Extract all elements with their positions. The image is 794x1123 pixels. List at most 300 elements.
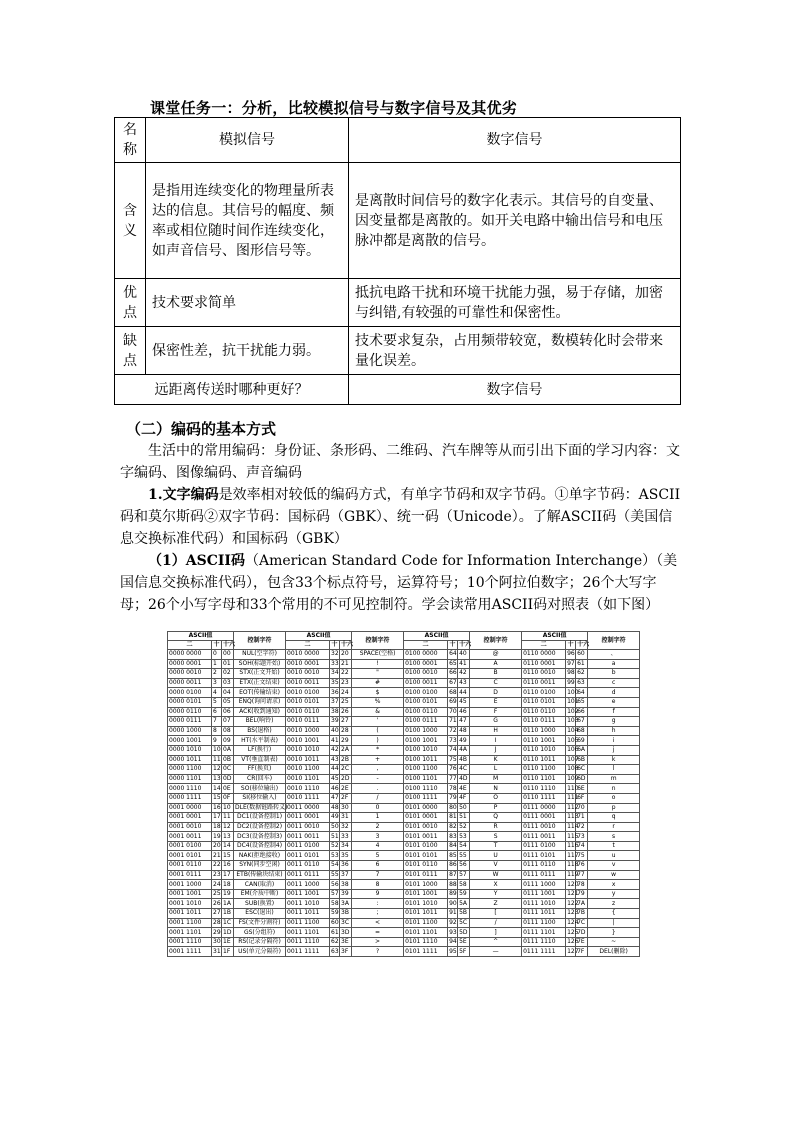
ascii-char: H [470,726,522,736]
ascii-decimal: 26 [213,899,221,907]
ascii-decimal: 122 [567,899,579,907]
ascii-table-image [167,631,635,977]
ascii-row [168,937,640,947]
ascii-hex: 08 [222,726,234,736]
ascii-binary: 0011 1011 [286,909,330,919]
ascii-decimal: 116 [567,842,579,850]
ascii-decimal: 83 [449,832,457,840]
ascii-row [168,813,640,823]
ascii-binary: 0001 1010 [168,899,212,909]
ascii-char: D [470,688,522,698]
ascii-row [168,697,640,707]
ascii-hex: 64 [576,688,588,698]
ascii-char: n [588,784,640,794]
row-analog: 技术要求简单 [146,279,349,327]
ascii-row [168,726,640,736]
ascii-hex: 5B [458,909,470,919]
ascii-decimal: 76 [449,765,457,773]
ascii-hex: 2B [340,755,352,765]
ascii-hex: 28 [340,726,352,736]
ascii-subheader: 十 [331,641,338,648]
ascii-hex: 3E [340,937,352,947]
ascii-hex: 3F [340,947,352,957]
header-name: 名称 [115,118,146,163]
ascii-char: 7 [352,870,404,880]
ascii-binary: 0010 1010 [286,745,330,755]
ascii-char: S [470,832,522,842]
ascii-binary: 0010 1100 [286,765,330,775]
ascii-binary: 0000 1110 [168,784,212,794]
ascii-char: % [352,697,404,707]
ascii-binary: 0101 1000 [404,880,448,890]
ascii-decimal: 22 [213,861,221,869]
ascii-hex: 21 [340,659,352,669]
ascii-binary: 0000 1100 [168,765,212,775]
ascii-hex: 75 [576,851,588,861]
ascii-subheader: 十六 [341,641,354,648]
ascii-binary: 0110 0101 [522,697,566,707]
ascii-row [168,717,640,727]
row-question [115,375,681,405]
ascii-hex: 6E [576,784,588,794]
ascii-value-header: ASCII值 [286,632,352,641]
ascii-binary: 0101 0001 [404,813,448,823]
ascii-decimal: 57 [331,890,339,898]
ascii-hex: 6C [576,765,588,775]
ascii-binary: 0010 0100 [286,688,330,698]
ascii-binary: 0100 0001 [404,659,448,669]
ascii-char: u [588,851,640,861]
ascii-decimal: 82 [449,822,457,830]
ascii-binary: 0010 0000 [286,650,330,660]
ascii-hex: 55 [458,851,470,861]
ascii-char: m [588,774,640,784]
ascii-subheader: 十六 [459,641,472,648]
ascii-hex: 5C [458,918,470,928]
control-char-header: 控制字符 [234,632,286,650]
ascii-binary: 0111 0000 [522,803,566,813]
ascii-row [168,918,640,928]
ascii-decimal: 30 [213,938,221,946]
ascii-hex: 0C [222,765,234,775]
ascii-decimal: 67 [449,679,457,687]
ascii-char: 9 [352,889,404,899]
ascii-decimal: 87 [449,870,457,878]
ascii-char: 0 [352,803,404,813]
ascii-decimal: 32 [331,650,339,658]
question-cell: 远距离传送时哪种更好？ [115,375,349,405]
ascii-hex: 03 [222,678,234,688]
ascii-hex: 58 [458,880,470,890]
ascii-char: FF(换页) [234,765,286,775]
ascii-hex: 1E [222,937,234,947]
ascii-binary: 0011 0110 [286,861,330,871]
ascii-char: ^ [470,937,522,947]
ascii-hex: 72 [576,822,588,832]
row-disadvantage [115,327,681,375]
ascii-decimal: 23 [213,870,221,878]
ascii-char: ] [470,928,522,938]
ascii-hex: 4A [458,745,470,755]
ascii-decimal: 126 [567,938,579,946]
ascii-hex: 17 [222,870,234,880]
ascii-hex: 3D [340,928,352,938]
ascii-binary: 0111 0101 [522,851,566,861]
ascii-binary: 0011 1100 [286,918,330,928]
ascii-binary: 0100 1011 [404,755,448,765]
ascii-char: CAN(取消) [234,880,286,890]
ascii-subheader: 二 [286,641,330,650]
ascii-binary: 0111 1100 [522,918,566,928]
ascii-hex: 63 [576,678,588,688]
ascii-binary: 0000 0100 [168,688,212,698]
ascii-subheader: 十 [449,641,456,648]
ascii-value-header: ASCII值 [168,632,234,641]
ascii-char: R [470,822,522,832]
ascii-binary: 0011 0100 [286,841,330,851]
ascii-char: M [470,774,522,784]
ascii-binary: 0110 1010 [522,745,566,755]
answer-cell: 数字信号 [349,375,681,405]
ascii-hex: 59 [458,889,470,899]
ascii-subheader: 二 [522,641,566,650]
ascii-decimal: 3 [212,678,222,688]
ascii-binary: 0111 0111 [522,870,566,880]
ascii-row [168,899,640,909]
ascii-decimal: 12 [213,765,221,773]
ascii-decimal: 9 [212,736,222,746]
ascii-hex: 2A [340,745,352,755]
ascii-row [168,659,640,669]
ascii-char: I [470,736,522,746]
ascii-char: ( [352,726,404,736]
ascii-binary: 0000 0001 [168,659,212,669]
ascii-char: U [470,851,522,861]
ascii-hex: 4B [458,755,470,765]
ascii-hex: 5E [458,937,470,947]
ascii-hex: 35 [340,851,352,861]
ascii-binary: 0100 1000 [404,726,448,736]
ascii-decimal: 99 [567,679,575,687]
ascii-binary: 0001 1100 [168,918,212,928]
ascii-decimal: 72 [449,727,457,735]
ascii-decimal: 50 [331,822,339,830]
ascii-binary: 0010 0101 [286,697,330,707]
ascii-hex: 4C [458,765,470,775]
ascii-char: r [588,822,640,832]
ascii-char: SUB(换置) [234,899,286,909]
ascii-binary: 0011 0000 [286,803,330,813]
ascii-hex: 60 [576,650,588,660]
ascii-char: { [588,909,640,919]
ascii-char: $ [352,688,404,698]
ascii-decimal: 28 [213,918,221,926]
ascii-binary: 0101 0011 [404,832,448,842]
ascii-row [168,678,640,688]
ascii-char: ! [352,659,404,669]
ascii-hex: 1B [222,909,234,919]
ascii-hex: 5F [458,947,470,957]
ascii-row [168,889,640,899]
ascii-binary: 0110 0111 [522,717,566,727]
ascii-decimal: 53 [331,851,339,859]
ascii-binary: 0110 1111 [522,793,566,803]
ascii-decimal: 58 [331,899,339,907]
ascii-char: = [352,928,404,938]
ascii-decimal: 54 [331,861,339,869]
ascii-decimal: 52 [331,842,339,850]
ascii-binary: 0000 1000 [168,726,212,736]
ascii-hex: 39 [340,889,352,899]
ascii-char: Z [470,899,522,909]
ascii-decimal: 66 [449,669,457,677]
ascii-char: o [588,793,640,803]
ascii-char: N [470,784,522,794]
ascii-char: ' [352,717,404,727]
ascii-hex: 22 [340,669,352,679]
ascii-char: K [470,755,522,765]
ascii-decimal: 56 [331,880,339,888]
ascii-char: J [470,745,522,755]
ascii-decimal: 10 [213,746,221,754]
ascii-hex: 6D [576,774,588,784]
ascii-binary: 0011 1001 [286,889,330,899]
ascii-hex: 41 [458,659,470,669]
ascii-char: k [588,755,640,765]
ascii-char: d [588,688,640,698]
ascii-hex: 1F [222,947,234,957]
ascii-char: p [588,803,640,813]
ascii-char: / [470,918,522,928]
ascii-decimal: 38 [331,707,339,715]
ascii-decimal: 46 [331,784,339,792]
ascii-row [168,861,640,871]
ascii-binary: 0110 0011 [522,678,566,688]
ascii-binary: 0000 0000 [168,650,212,660]
ascii-binary: 0011 0001 [286,813,330,823]
ascii-decimal: 14 [213,784,221,792]
ascii-decimal: 100 [567,688,579,696]
ascii-char: T [470,841,522,851]
ascii-hex: 1C [222,918,234,928]
ascii-row [168,707,640,717]
ascii-hex: 48 [458,726,470,736]
ascii-row [168,765,640,775]
ascii-hex: 32 [340,822,352,832]
ascii-hex: 71 [576,813,588,823]
ascii-hex: 06 [222,707,234,717]
ascii-char: [ [470,909,522,919]
ascii-char: P [470,803,522,813]
ascii-binary: 0000 0010 [168,669,212,679]
ascii-hex: 33 [340,832,352,842]
ascii-hex: 4E [458,784,470,794]
ascii-hex: 19 [222,889,234,899]
ascii-hex: 26 [340,707,352,717]
ascii-binary: 0001 0010 [168,822,212,832]
ascii-char: ACK(收到通知) [234,707,286,717]
row-digital: 技术要求复杂，占用频带较宽，数模转化时会带来量化误差。 [349,327,681,375]
ascii-hex: 07 [222,717,234,727]
ascii-binary: 0101 1001 [404,889,448,899]
ascii-char: + [352,755,404,765]
ascii-decimal: 51 [331,832,339,840]
ascii-hex: 23 [340,678,352,688]
ascii-binary: 0110 1001 [522,736,566,746]
ascii-decimal: 18 [213,822,221,830]
ascii-binary: 0011 1000 [286,880,330,890]
ascii-binary: 0001 0011 [168,832,212,842]
ascii-binary: 0001 0101 [168,851,212,861]
ascii-decimal: 6 [212,707,222,717]
ascii-decimal: 31 [213,947,221,955]
ascii-binary: 0100 0100 [404,688,448,698]
ascii-binary: 0011 0011 [286,832,330,842]
ascii-decimal: 94 [449,938,457,946]
ascii-decimal: 35 [331,679,339,687]
ascii-decimal: 103 [567,717,579,725]
ascii-hex: 7B [576,909,588,919]
ascii-subheader: 二 [404,641,448,650]
ascii-binary: 0010 1000 [286,726,330,736]
ascii-hex: 29 [340,736,352,746]
ascii-char: DC4(设备控制4) [234,841,286,851]
ascii-decimal: 59 [331,909,339,917]
header-digital: 数字信号 [349,118,681,163]
ascii-binary: 0100 0111 [404,717,448,727]
ascii-hex: 1A [222,899,234,909]
ascii-decimal: 8 [212,726,222,736]
ascii-binary: 0110 1000 [522,726,566,736]
ascii-char: v [588,861,640,871]
ascii-hex: 49 [458,736,470,746]
ascii-char: B [470,669,522,679]
row-digital: 是离散时间信号的数字化表示。其信号的自变量、因变量都是离散的。如开关电路中输出信号和电压脉冲都是离散的信号。 [349,163,681,279]
ascii-decimal: 47 [331,794,339,802]
paragraph-common-codes: 生活中的常用编码：身份证、条形码、二维码、汽车牌等从而引出下面的学习内容：文字编码、图像编码、声音编码 [120,443,680,481]
ascii-binary: 0010 0110 [286,707,330,717]
ascii-binary: 0100 1101 [404,774,448,784]
ascii-decimal: 80 [449,803,457,811]
ascii-binary: 0100 1100 [404,765,448,775]
row-digital: 抵抗电路干扰和环境干扰能力强，易于存储，加密与纠错,有较强的可靠性和保密性。 [349,279,681,327]
ascii-hex: 30 [340,803,352,813]
ascii-char: s [588,832,640,842]
ascii-binary: 0010 1001 [286,736,330,746]
ascii-decimal: 61 [331,928,339,936]
ascii-decimal: 2 [212,669,222,679]
ascii-hex: 5D [458,928,470,938]
ascii-binary: 0000 1001 [168,736,212,746]
ascii-char: 5 [352,851,404,861]
ascii-char: GS(分组符) [234,928,286,938]
ascii-binary: 0100 1001 [404,736,448,746]
ascii-decimal: 24 [213,880,221,888]
section-heading: （二）编码的基本方式 [126,420,277,438]
ascii-decimal: 81 [449,813,457,821]
ascii-value-header: ASCII值 [522,632,588,641]
ascii-hex: 68 [576,726,588,736]
ascii-char: O [470,793,522,803]
ascii-row [168,841,640,851]
ascii-char: DC3(设备控制3) [234,832,286,842]
ascii-binary: 0010 0111 [286,717,330,727]
ascii-char: Y [470,889,522,899]
ascii-decimal: 70 [449,707,457,715]
ascii-decimal: 65 [449,659,457,667]
ascii-decimal: 78 [449,784,457,792]
ascii-char: : [352,899,404,909]
ascii-char: q [588,813,640,823]
ascii-decimal: 102 [567,707,579,715]
ascii-char: ENQ(询问请求) [234,697,286,707]
ascii-decimal: 106 [567,746,579,754]
ascii-hex: 34 [340,841,352,851]
ascii-binary: 0001 1001 [168,889,212,899]
ascii-char: NUL(空字符) [234,650,286,660]
ascii-row [168,928,640,938]
ascii-binary: 0110 0001 [522,659,566,669]
ascii-char: DEL(删除) [588,947,640,957]
ascii-binary: 0101 0110 [404,861,448,871]
ascii-binary: 0001 1110 [168,937,212,947]
ascii-char: 6 [352,861,404,871]
ascii-hex: 50 [458,803,470,813]
ascii-row [168,832,640,842]
ascii-label: （1）ASCII码 [148,553,245,569]
ascii-char: / [352,793,404,803]
ascii-decimal: 69 [449,698,457,706]
ascii-hex: 4F [458,793,470,803]
ascii-binary: 0001 0100 [168,841,212,851]
ascii-hex: 74 [576,841,588,851]
ascii-decimal: 95 [449,947,457,955]
ascii-binary: 0101 1101 [404,928,448,938]
ascii-decimal: 63 [331,947,339,955]
ascii-decimal: 85 [449,851,457,859]
ascii-char: y [588,889,640,899]
ascii-hex: 31 [340,813,352,823]
ascii-char: 4 [352,841,404,851]
ascii-hex: 70 [576,803,588,813]
ascii-char: HT(水平制表) [234,736,286,746]
ascii-char: BEL(响铃) [234,717,286,727]
ascii-decimal: 115 [567,832,579,840]
ascii-decimal: 11 [213,755,221,763]
ascii-decimal: 20 [213,842,221,850]
ascii-char: a [588,659,640,669]
ascii-binary: 0100 1010 [404,745,448,755]
ascii-binary: 0000 1011 [168,755,212,765]
ascii-hex: 43 [458,678,470,688]
ascii-binary: 0011 1101 [286,928,330,938]
ascii-row [168,822,640,832]
ascii-decimal: 37 [331,698,339,706]
ascii-row [168,755,640,765]
ascii-char: ESC(退出) [234,909,286,919]
ascii-char: SPACE(空格) [352,650,404,660]
ascii-binary: 0001 0001 [168,813,212,823]
ascii-hex: 51 [458,813,470,823]
ascii-char: # [352,678,404,688]
ascii-hex: 38 [340,880,352,890]
ascii-char: X [470,880,522,890]
ascii-binary: 0100 0010 [404,669,448,679]
ascii-char: 2 [352,822,404,832]
ascii-hex: 76 [576,861,588,871]
ascii-hex: 02 [222,669,234,679]
ascii-decimal: 93 [449,928,457,936]
